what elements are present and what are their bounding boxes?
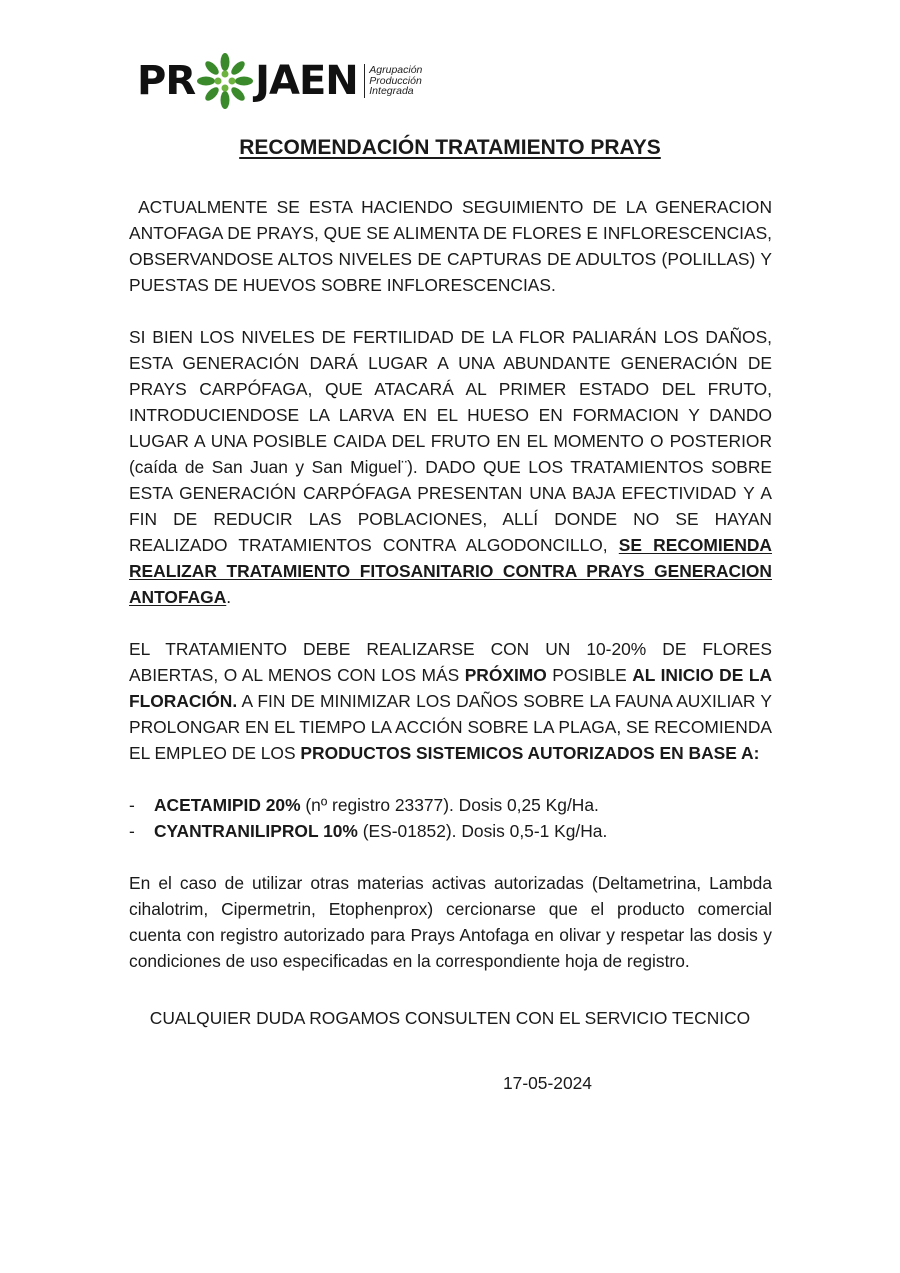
paragraph-treatment [129, 636, 772, 766]
product-name: ACETAMIPID 20% [154, 795, 301, 815]
logo-subtitle-line: Integrada [369, 85, 414, 98]
paragraph-intro [129, 194, 772, 298]
projaen-logo [137, 50, 422, 112]
product-name: CYANTRANILIPROL 10% [154, 821, 358, 841]
document-date: 17-05-2024 [503, 1073, 592, 1093]
list-item [129, 818, 772, 844]
list-dash: - [129, 795, 135, 815]
logo-subtitle-line: Agrupación [369, 64, 423, 77]
emphasis-inicio-floracion: AL INICIO DE LA FLORACIÓN. [129, 665, 773, 711]
product-detail: (nº registro 23377). Dosis 0,25 Kg/Ha. [300, 795, 599, 815]
list-item [129, 792, 772, 818]
logo-divider [364, 64, 366, 98]
emphasis-proximo: PRÓXIMO [464, 665, 547, 685]
list-dash: - [129, 821, 135, 841]
logo-subtitle [369, 65, 422, 97]
product-detail: (ES-01852). Dosis 0,5-1 Kg/Ha. [357, 821, 608, 841]
paragraph-generation-text: SI BIEN LOS NIVELES DE FERTILIDAD DE LA FLOR PALIARÁN LOS DAÑOS, ESTA GENERACIÓN DARÁ LUGAR A UNA ABUNDANTE GENERACIÓN DE PRAYS CARPÓFAGA, QUE ATACARÁ AL PRIMER ESTADO DEL FRUTO, INTRODUCIENDOSE LA LARVA EN EL HUESO EN FORMACION Y DANDO LUGAR A UNA POSIBLE CAIDA DEL FRUTO EN EL MOMENTO O POSTERIOR (caída de San Juan y San Miguel¨). DADO QUE LOS TRATAMIENTOS SOBRE ESTA GENERACIÓN CARPÓFAGA PRESENTAN UNA BAJA EFECTIVIDAD Y A FIN DE REDUCIR LAS POBLACIONES, ALLÍ DONDE NO SE HAYAN REALIZADO TRATAMIENTOS CONTRA ALGODONCILLO, [129, 327, 772, 555]
closing-note: CUALQUIER DUDA ROGAMOS CONSULTEN CON EL SERVICIO TECNICO [149, 1008, 751, 1028]
olive-flower-icon [197, 50, 253, 112]
paragraph-generation [129, 324, 772, 610]
emphasis-productos: PRODUCTOS SISTEMICOS AUTORIZADOS EN BASE A: [300, 743, 760, 763]
recommendation-emphasis: SE RECOMIENDA REALIZAR TRATAMIENTO FITOSANITARIO CONTRA PRAYS GENERACION ANTOFAGA [129, 535, 772, 607]
paragraph-treatment-text: POSIBLE [546, 665, 633, 685]
document-body [129, 194, 772, 974]
document-title: RECOMENDACIÓN TRATAMIENTO PRAYS [239, 136, 661, 159]
paragraph-intro-text: ACTUALMENTE SE ESTA HACIENDO SEGUIMIENTO DE LA GENERACION ANTOFAGA DE PRAYS, QUE SE ALIMENTA DE FLORES E INFLORESCENCIAS, OBSERVANDOSE ALTOS NIVELES DE CAPTURAS DE ADULTOS (POLILLAS) Y PUESTAS DE HUEVOS SOBRE INFLORESCENCIAS. [129, 197, 772, 295]
paragraph-treatment-text: EL TRATAMIENTO DEBE REALIZARSE CON UN 10-20% DE FLORES ABIERTAS, O AL MENOS CON LOS MÁS [129, 639, 772, 685]
product-list [129, 792, 772, 844]
logo-text-jaen: JAEN [255, 58, 358, 104]
logo-text-pr: PR [137, 58, 196, 104]
logo-subtitle-line: Producción [369, 74, 422, 87]
paragraph-other-substances: En el caso de utilizar otras materias activas autorizadas (Deltametrina, Lambda cihalotrim, Cipermetrin, Etophenprox) cercionarse que el producto comercial cuenta con registro autorizado para Prays Antofaga en olivar y respetar las dosis y condiciones de uso especificadas en la correspondiente hoja de registro. [129, 873, 772, 971]
paragraph-generation-end: . [226, 587, 232, 607]
paragraph-treatment-text: A FIN DE MINIMIZAR LOS DAÑOS SOBRE LA FAUNA AUXILIAR Y PROLONGAR EN EL TIEMPO LA ACCIÓN SOBRE LA PLAGA, SE RECOMIENDA EL EMPLEO DE LOS [129, 691, 772, 763]
